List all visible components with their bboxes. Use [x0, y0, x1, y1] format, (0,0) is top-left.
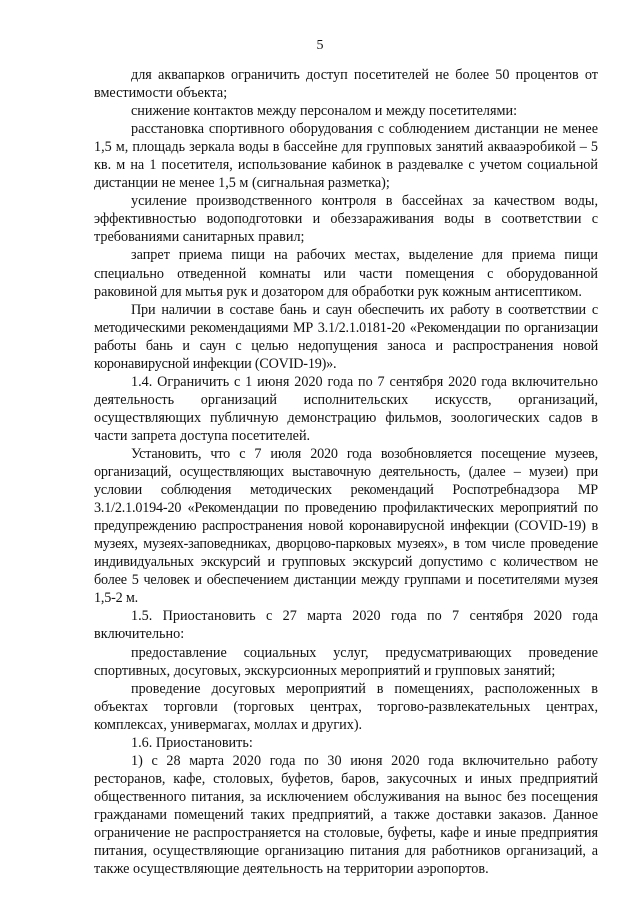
- paragraph-1-6: 1.6. Приостановить:: [131, 734, 253, 751]
- paragraph-1-5: 1.5. Приостановить с 27 марта 2020 года по 7 сентября 2020 года включительно:: [94, 608, 598, 643]
- paragraph-baths-saunas: При наличии в составе бань и саун обеспечить их работу в соответствии с методическими рекомендациями МР 3.1/2.1.0181-20 «Рекомендации по организации работы бань и саун с целью недопущения заноса и распространения новой коронавирусной инфекции (COVID-19)».: [94, 301, 598, 372]
- paragraph-pool-control: усиление производственного контроля в бассейнах за качеством воды, эффективностью водоподготовки и обеззараживания воды в соответствии с требованиями санитарных правил;: [94, 193, 598, 246]
- paragraph-museums: Установить, что с 7 июля 2020 года возобновляется посещение музеев, организаций, осуществляющих выставочную деятельность, (далее – музеи) при условии соблюдения методических рекомендаций Роспотребнадзора МР 3.1/2.1.0194-20 «Рекомендации по проведению профилактических мероприятий по предупреждению распространения новой коронавирусной инфекции (COVID-19) в музеях, музеях-заповедниках, дворцово-парковых музеях», в том числе проведение индивидуальных экскурсий и групповых экскурсий допустимо с количеством не более 5 человек и обеспечением дистанции между группами и посетителями музея 1,5-2 м.: [94, 445, 598, 607]
- paragraph-reduce-contacts: снижение контактов между персоналом и между посетителями:: [131, 103, 518, 120]
- paragraph-social-services: предоставление социальных услуг, предусматривающих проведение спортивных, досуговых, экскурсионных мероприятий и групповых занятий;: [94, 644, 598, 679]
- paragraph-leisure-events: проведение досуговых мероприятий в помещениях, расположенных в объектах торговли (торговых центрах, торгово-развлекательных центрах, комплексах, универмагах, моллах и других).: [94, 680, 598, 733]
- paragraph-aquapark-capacity: для аквапарков ограничить доступ посетителей не более 50 процентов от вместимости объекта;: [94, 67, 598, 102]
- paragraph-equipment-distance: расстановка спортивного оборудования с соблюдением дистанции не менее 1,5 м, площадь зеркала воды в бассейне для групповых занятий аквааэробикой – 5 кв. м на 1 посетителя, использование кабинок в раздевалке с учетом социальной дистанции не менее 1,5 м (сигнальная разметка);: [94, 121, 598, 192]
- paragraph-catering: 1) с 28 марта 2020 года по 30 июня 2020 года включительно работу ресторанов, кафе, столовых, буфетов, баров, закусочных и иных предприятий общественного питания, за исключением обслуживания на вынос без посещения гражданами помещений таких предприятий, а также доставки заказов. Данное ограничение не распространяется на столовые, буфеты, кафе и иные предприятия питания, осуществляющие организацию питания для работников организаций, а также осуществляющие деятельность на территории аэропортов.: [94, 752, 598, 878]
- page-number: 5: [316, 38, 324, 53]
- paragraph-eating-ban: запрет приема пищи на рабочих местах, выделение для приема пищи специально отведенной комнаты или части помещения с оборудованной раковиной для мытья рук и дозатором для обработки рук кожным антисептиком.: [94, 247, 598, 300]
- paragraph-1-4: 1.4. Ограничить с 1 июня 2020 года по 7 сентября 2020 года включительно деятельность организаций исполнительских искусств, организаций, осуществляющих публичную демонстрацию фильмов, зоологических садов в части запрета доступа посетителей.: [94, 373, 598, 444]
- document-body: [94, 66, 598, 878]
